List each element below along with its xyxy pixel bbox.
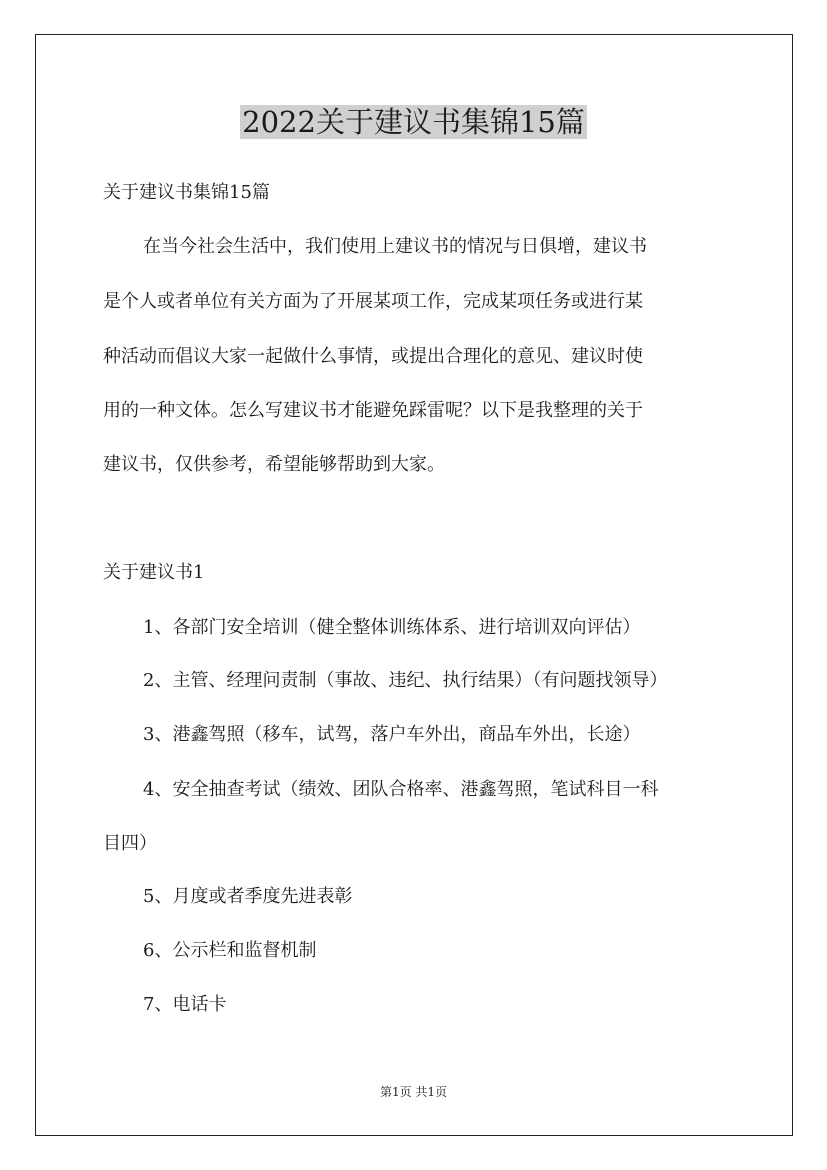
document-subtitle: 关于建议书集锦15篇 (103, 182, 270, 203)
list-item: 4、安全抽查考试（绩效、团队合格率、港鑫驾照，笔试科目一科 (143, 779, 659, 800)
page-number: 第1页 共1页 (379, 1085, 448, 1099)
intro-paragraph-line: 在当今社会生活中，我们使用上建议书的情况与日俱增，建议书 (143, 236, 647, 257)
list-item: 7、电话卡 (143, 994, 227, 1015)
section-heading: 关于建议书1 (103, 562, 205, 583)
list-item: 5、月度或者季度先进表彰 (143, 886, 353, 907)
document-title-text: 2022关于建议书集锦15篇 (242, 105, 585, 139)
list-item: 1、各部门安全培训（健全整体训练体系、进行培训双向评估） (143, 617, 641, 638)
document-title (0, 100, 827, 144)
list-item: 6、公示栏和监督机制 (143, 940, 317, 961)
intro-paragraph-line: 种活动而倡议大家一起做什么事情，或提出合理化的意见、建议时使 (103, 346, 643, 367)
intro-paragraph-line: 建议书，仅供参考，希望能够帮助到大家。 (103, 454, 445, 475)
intro-paragraph-line: 用的一种文体。怎么写建议书才能避免踩雷呢？以下是我整理的关于 (103, 400, 643, 421)
list-item-continuation: 目四） (103, 833, 157, 854)
intro-paragraph-line: 是个人或者单位有关方面为了开展某项工作，完成某项任务或进行某 (103, 291, 643, 312)
list-item: 2、主管、经理问责制（事故、违纪、执行结果）（有问题找领导） (143, 670, 668, 691)
list-item: 3、港鑫驾照（移车，试驾，落户车外出，商品车外出，长途） (143, 724, 641, 745)
